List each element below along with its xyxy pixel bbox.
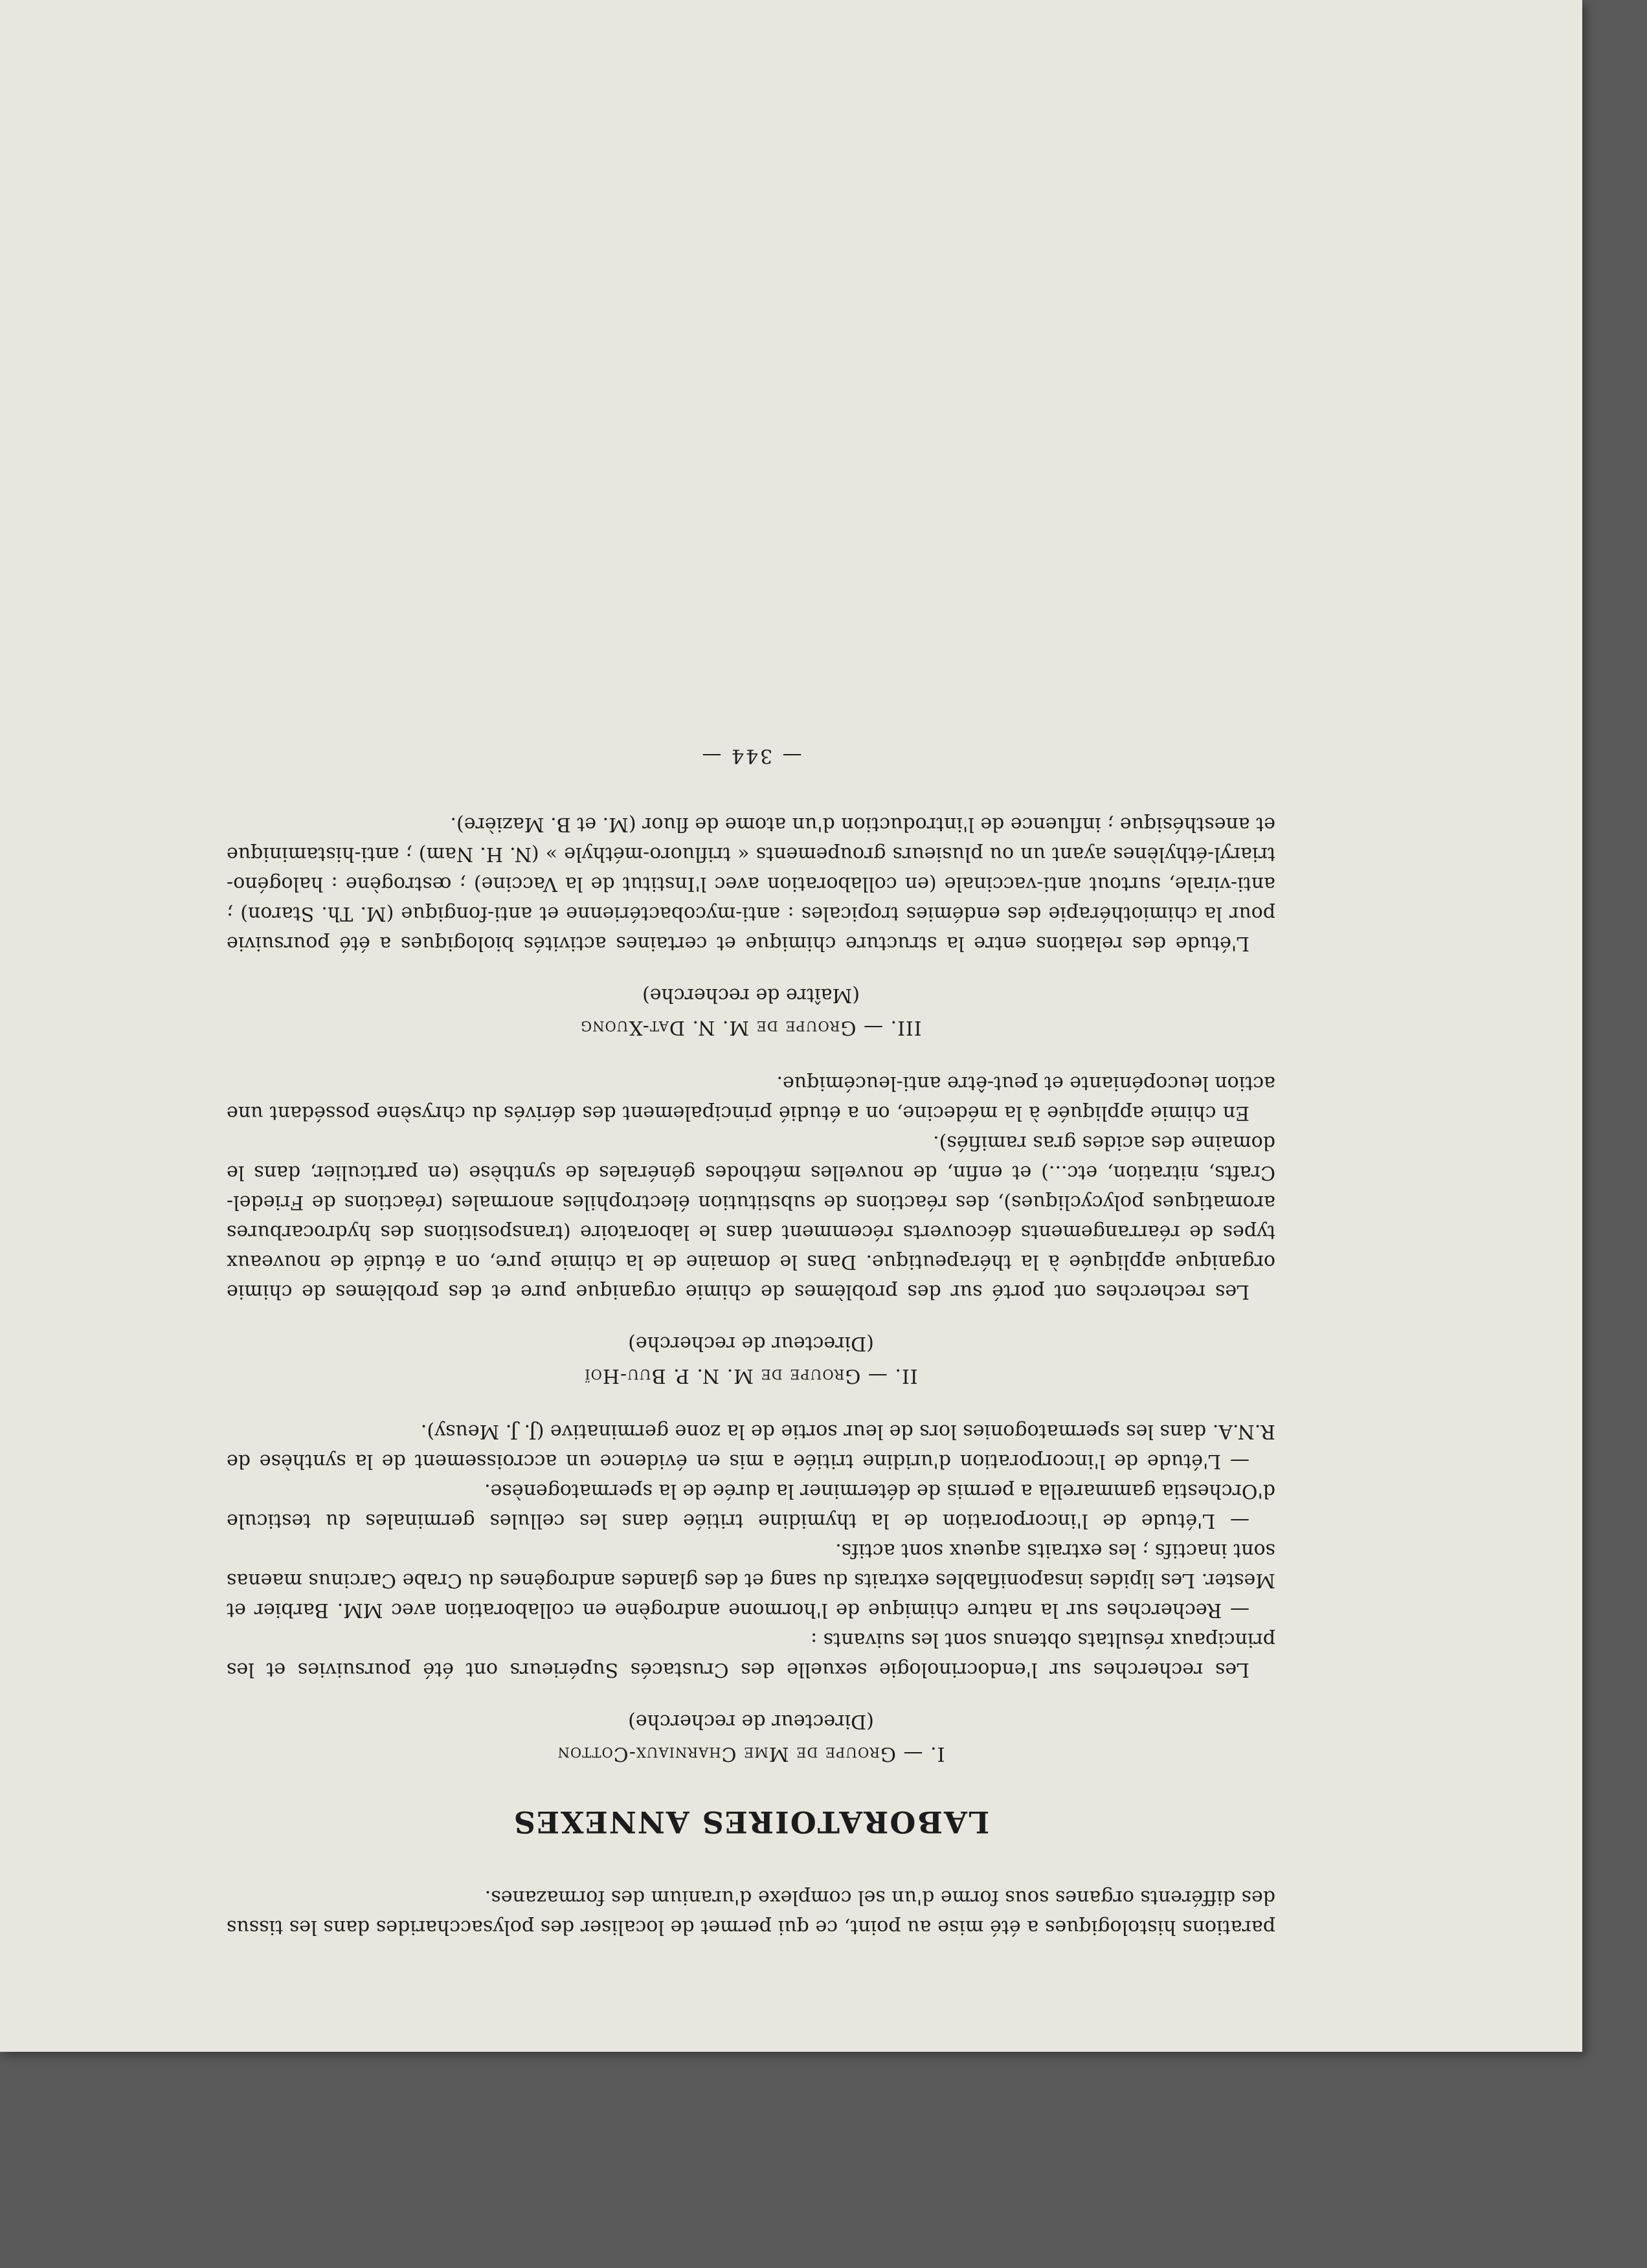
group-2-heading: II. — Groupe de M. N. P. Buu-Hoï bbox=[584, 1364, 918, 1387]
intro-paragraph: parations histologiques a été mise au point, ce qui permet de localiser des polysaccharides dans les tissus des différents organes sous forme d'un sel complexe d'uranium des formazanes. bbox=[227, 1886, 1275, 1939]
group-2-subheading: (Directeur de recherche) bbox=[628, 1332, 874, 1355]
group-1-paragraph: Les recherches sur l'endocrinologie sexuelle des Crustacés Supérieurs ont été poursuivies et les principaux résultats obtenus sont les suivants : bbox=[227, 1629, 1275, 1681]
group-2-paragraph: En chimie appliquée à la médecine, on a étudié principalement des dérivés du chrysène possédant une action leucopéniante et peut-être anti-leucémique. bbox=[227, 1072, 1275, 1124]
group-3-subheading: (Maître de recherche) bbox=[642, 984, 860, 1006]
group-3-paragraph: L'étude des relations entre la structure chimique et certaines activités biologiques a été poursuivie pour la chimiothérapie des endémies tropicales : anti-mycobactérienne et anti-fongique (M. Th. Staron) ; anti-virale, surtout anti-vaccinale (en collaboration avec l'Institut de la Vaccine) ; œstrogène : halogéno-triaryl-éthylènes ayant un ou plusieurs groupements « trifluoro-méthyle » (N. H. Nam) ; anti-histaminique et anesthésique ; influence de l'introduction d'un atome de fluor (M. et B. Mazière). bbox=[227, 813, 1275, 955]
group-1-heading: I. — Groupe de Mme Charniaux-Cotton bbox=[557, 1742, 945, 1765]
group-2-paragraph: Les recherches ont porté sur des problèmes de chimie organique pure et des problèmes de chimie organique appliquée à la thérapeutique. Dans le domaine de la chimie pure, on a étudié de nouveaux types de réarrangements découverts récemment dans le laboratoire (transpositions des hydrocarbures aromatiques polycycliques), des réactions de substitution électrophiles anormales (réactions de Friedel-Crafts, nitration, etc...) et enfin, de nouvelles méthodes générales de synthèse (en particulier, dans le domaine des acides gras ramifiés). bbox=[227, 1131, 1275, 1303]
group-1-subheading: (Directeur de recherche) bbox=[628, 1710, 874, 1733]
group-1-paragraph: — Recherches sur la nature chimique de l'hormone androgène en collaboration avec MM. Barbier et Mester. Les lipides insaponifiables extraits du sang et des glandes androgènes du Crabe Carcinus maenas sont inactifs ; les extraits aqueux sont actifs. bbox=[227, 1539, 1275, 1621]
page-number: — 344 — bbox=[700, 744, 802, 767]
section-title: LABORATOIRES ANNEXES bbox=[512, 1805, 990, 1840]
group-3-heading: III. — Groupe de M. N. Dat-Xuong bbox=[580, 1016, 922, 1039]
group-1-paragraph: — L'étude de l'incorporation de la thymidine tritiée dans les cellules germinales du testicule d'Orchestia gammarella a permis de déterminer la durée de la spermatogenèse. bbox=[227, 1480, 1275, 1532]
group-1-paragraph: — L'étude de l'incorporation d'uridine tritiée a mis en évidence un accroissement de la synthèse de R.N.A. dans les spermatogonies lors de leur sortie de la zone germinative (J. J. Meusy). bbox=[227, 1420, 1275, 1473]
page-content-rotated bbox=[227, 233, 1275, 1942]
